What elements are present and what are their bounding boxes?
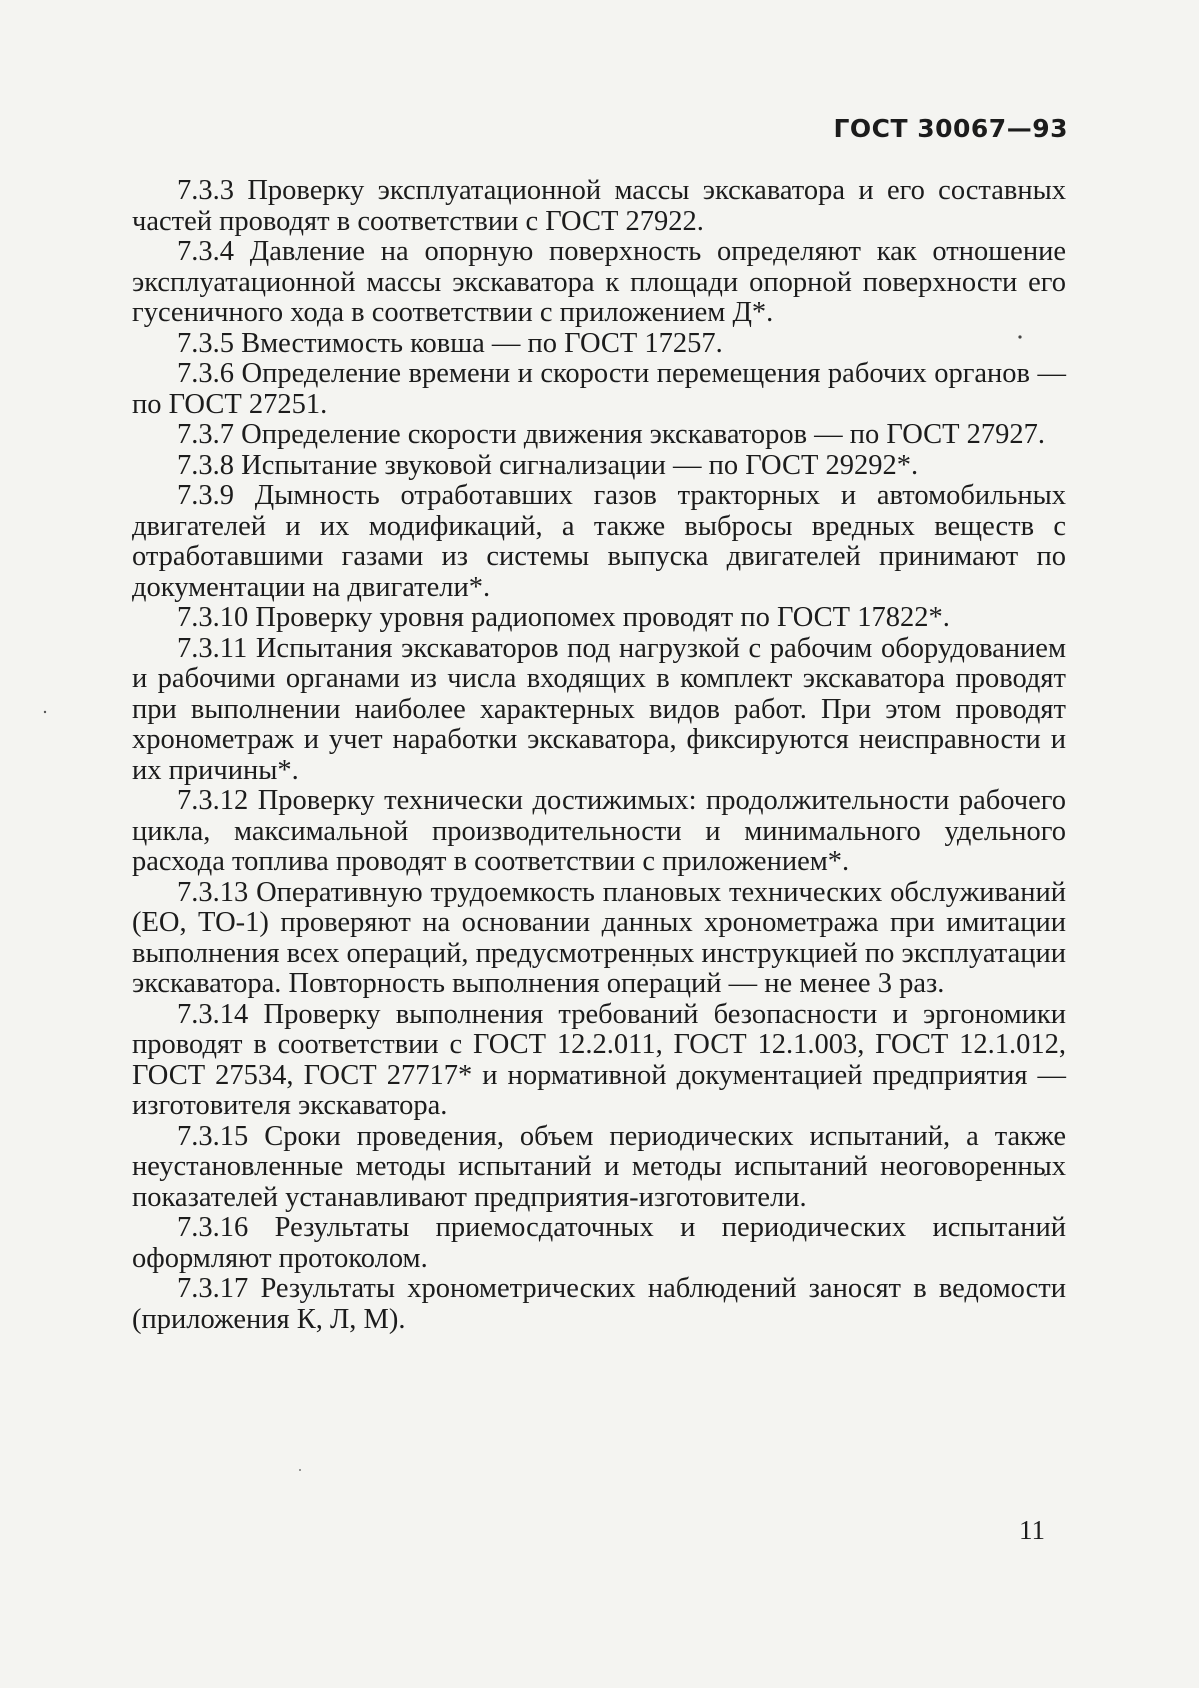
document-header: ГОСТ 30067—93 xyxy=(833,114,1068,143)
paragraph-7-3-13: 7.3.13 Оперативную трудоемкость плановых технических обслуживаний (ЕО, ТО-1) проверяют на основании данных хронометража при имитации выполнения всех операций, предусмотренных инструкцией по эксплуатации экскаватора. Повторность выполнения операций — не менее 3 раз. xyxy=(132,876,1066,999)
paragraph-7-3-5: 7.3.5 Вместимость ковша — по ГОСТ 17257. xyxy=(177,327,723,359)
paragraph-7-3-9: 7.3.9 Дымность отработавших газов тракторных и автомобильных двигателей и их модификаций, а также выбросы вредных веществ с отработавшими газами из системы выпуска двигателей принимают по документации на двигатели*. xyxy=(132,480,1066,603)
paragraph-7-3-11: 7.3.11 Испытания экскаваторов под нагрузкой с рабочим оборудованием и рабочими органами из числа входящих в комплект экскаватора проводят при выполнении наиболее характерных видов работ. При этом проводят хронометраж и учет наработки экскаватора, фиксируются неисправности и их причины*. xyxy=(132,632,1066,786)
page-number: 11 xyxy=(1019,1515,1045,1545)
paragraph-7-3-15: 7.3.15 Сроки проведения, объем периодических испытаний, а также неустановленные методы испытаний и методы испытаний неоговоренных показателей устанавливают предприятия-изготовители. xyxy=(132,1120,1066,1213)
paragraph-7-3-17: 7.3.17 Результаты хронометрических наблюдений заносят в ведомости (приложения К, Л, М). xyxy=(132,1273,1066,1335)
paragraph-7-3-4: 7.3.4 Давление на опорную поверхность определяют как отношение эксплуатационной массы экскаватора к площади опорной поверхности его гусеничного хода в соответствии с приложением Д*. xyxy=(132,236,1066,328)
document-body xyxy=(132,176,1066,1335)
paragraph-7-3-7: 7.3.7 Определение скорости движения экскаваторов — по ГОСТ 27927. xyxy=(177,419,1046,450)
paragraph-7-3-6: 7.3.6 Определение времени и скорости перемещения рабочих органов — по ГОСТ 27251. xyxy=(132,358,1066,420)
paragraph-7-3-12: 7.3.12 Проверку технически достижимых: продолжительности рабочего цикла, максимальной производительности и минимального удельного расхода топлива проводят в соответствии с приложением*. xyxy=(132,785,1066,877)
paragraph-7-3-16: 7.3.16 Результаты приемосдаточных и периодических испытаний оформляют протоколом. xyxy=(132,1212,1066,1274)
paragraph-7-3-14: 7.3.14 Проверку выполнения требований безопасности и эргономики проводят в соответствии с ГОСТ 12.2.011, ГОСТ 12.1.003, ГОСТ 12.1.012, ГОСТ 27534, ГОСТ 27717* и нормативной документацией предприятия — изготовителя экскаватора. xyxy=(132,998,1066,1121)
paragraph-7-3-10: 7.3.10 Проверку уровня радиопомех проводят по ГОСТ 17822*. xyxy=(177,602,950,633)
paragraph-7-3-8: 7.3.8 Испытание звуковой сигнализации — по ГОСТ 29292*. xyxy=(177,449,919,481)
paragraph-7-3-3: 7.3.3 Проверку эксплуатационной массы экскаватора и его составных частей проводят в соответствии с ГОСТ 27922. xyxy=(132,175,1066,237)
